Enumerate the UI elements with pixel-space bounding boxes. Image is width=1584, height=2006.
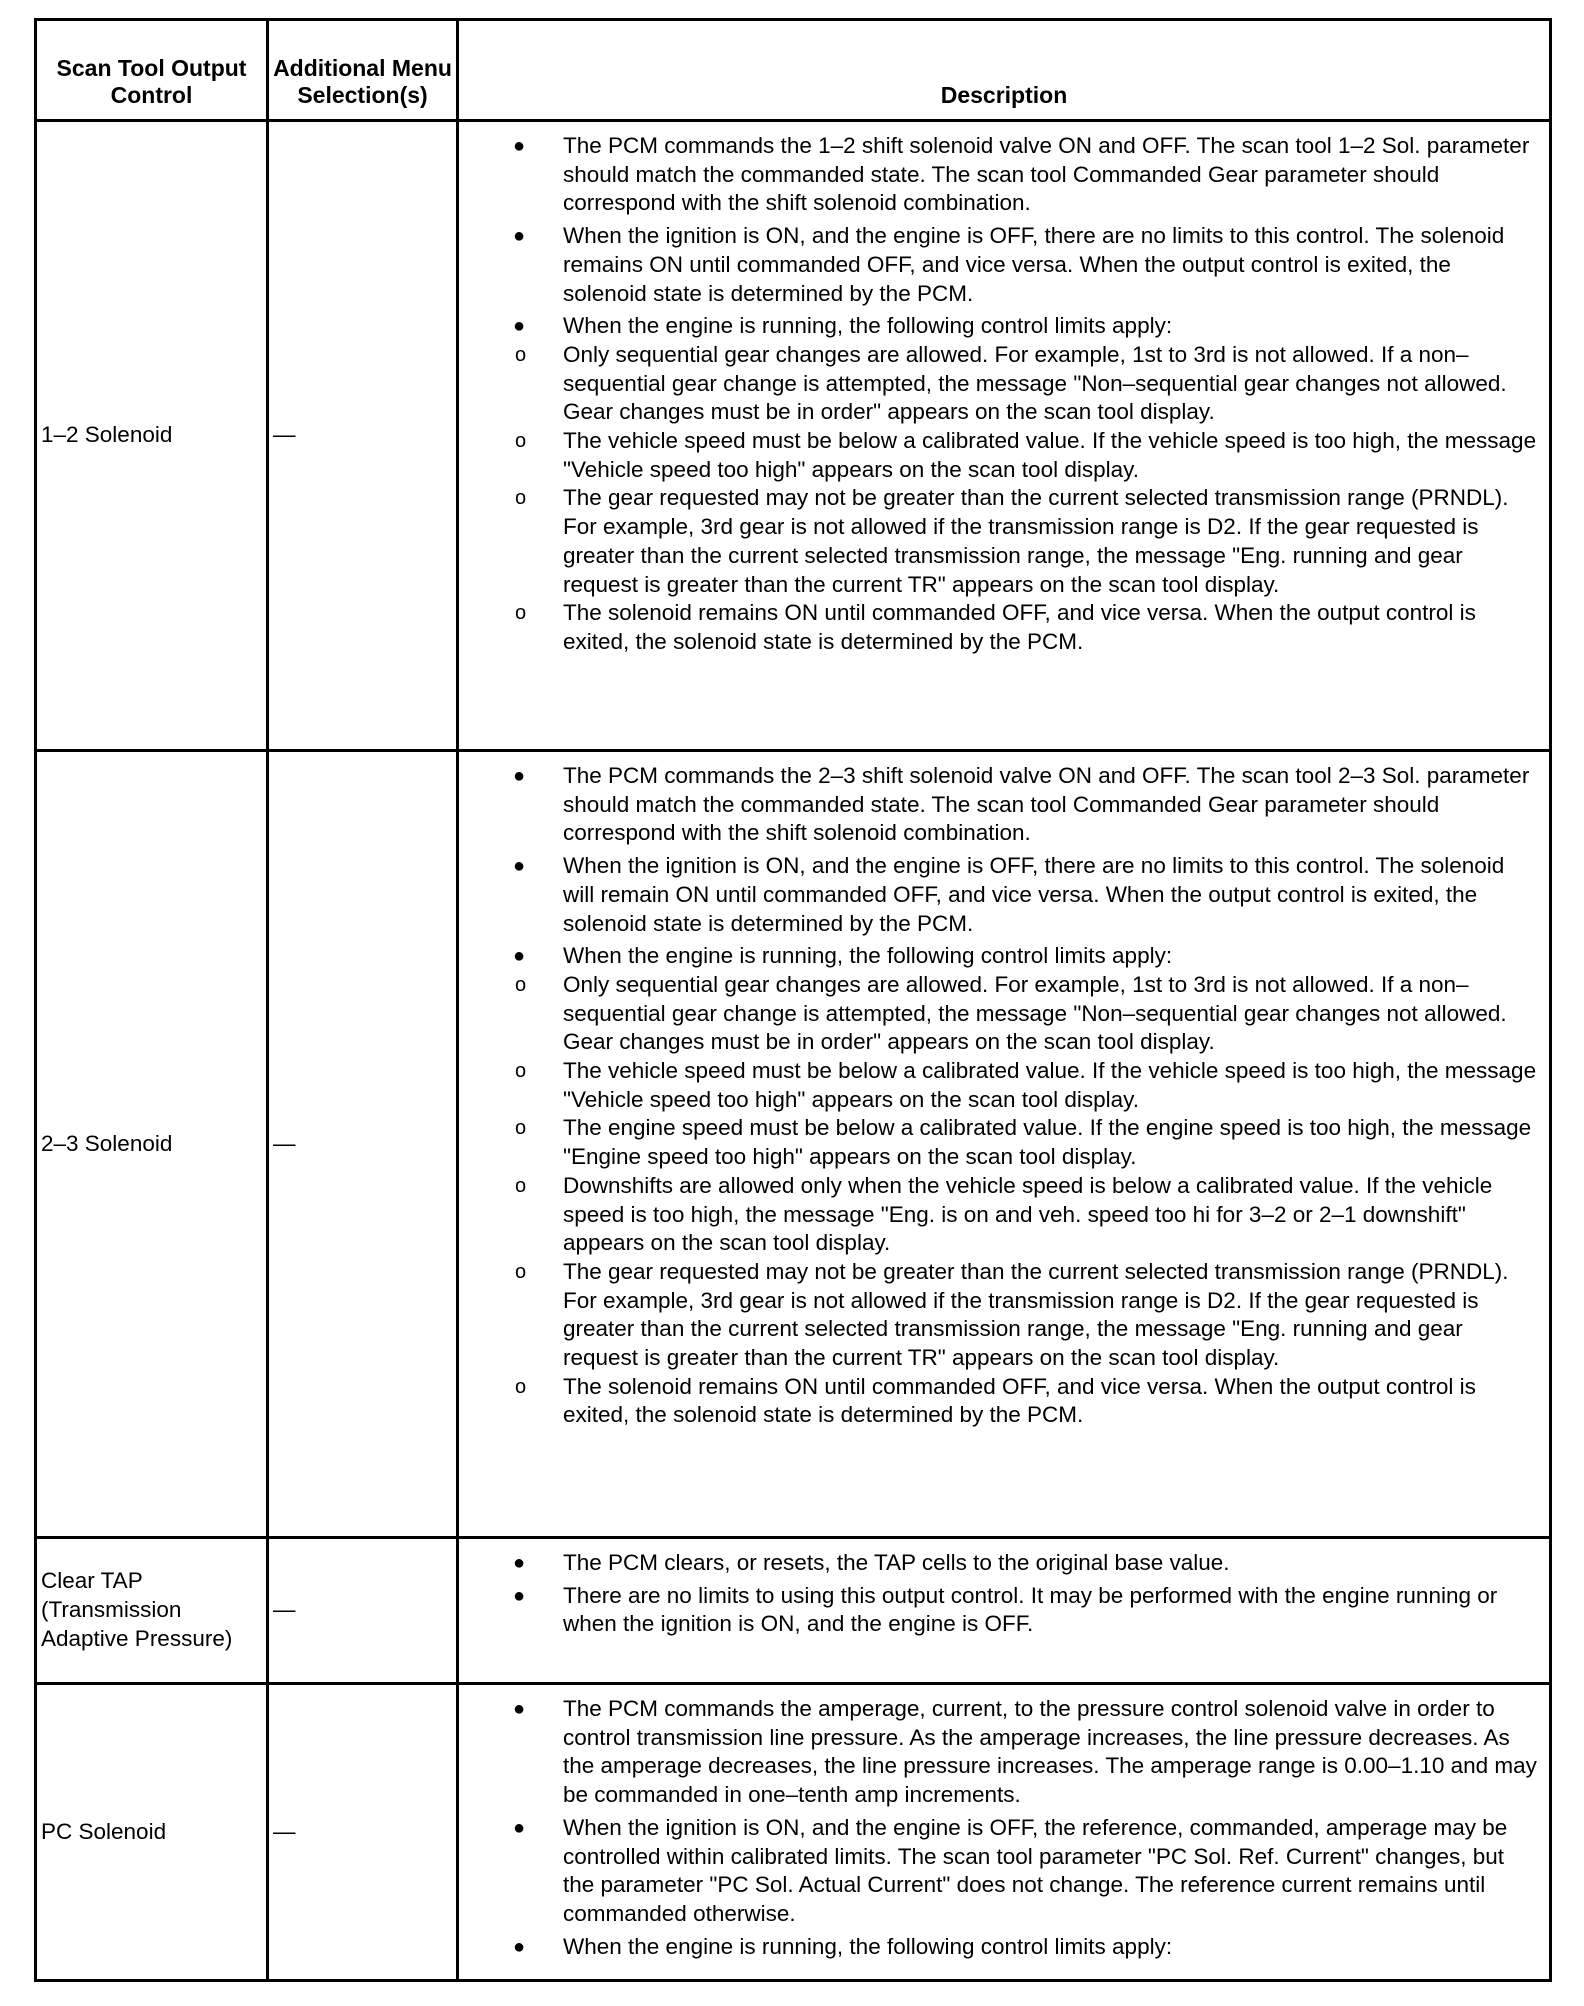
bullet-dot-icon: ●: [513, 1935, 526, 1958]
sub-bullet-text: The engine speed must be below a calibrated value. If the engine speed is too high, the message "Engine speed too high" appears on the scan tool display.: [563, 1115, 1532, 1170]
bullet-item: [459, 852, 1539, 938]
output-control-cell: Clear TAP (Transmission Adaptive Pressure): [36, 1538, 268, 1684]
bullet-list: [459, 132, 1539, 657]
sub-bullet-text: The vehicle speed must be below a calibrated value. If the vehicle speed is too high, the message "Vehicle speed too high" appears on the scan tool display.: [563, 1058, 1537, 1112]
sub-bullet-item: [463, 1172, 1539, 1258]
table-row: [36, 121, 1551, 751]
bullet-list: [459, 1695, 1539, 1961]
description-cell: [458, 1538, 1551, 1684]
sub-bullet-circle-icon: o: [515, 602, 527, 625]
bullet-item: [459, 762, 1539, 848]
menu-selection-cell: —: [268, 1538, 458, 1684]
bullet-dot-icon: ●: [513, 1552, 526, 1574]
bullet-dot-icon: ●: [513, 855, 526, 878]
sub-bullet-circle-icon: o: [515, 973, 527, 996]
bullet-item: [459, 1695, 1539, 1810]
sub-bullet-item: [463, 427, 1539, 484]
table-row: [36, 751, 1551, 1538]
bullet-item: [459, 1814, 1539, 1929]
menu-selection-cell: —: [268, 751, 458, 1538]
sub-bullet-item: [463, 341, 1539, 427]
output-control-cell: 2–3 Solenoid: [36, 751, 268, 1538]
bullet-text: When the ignition is ON, and the engine is OFF, there are no limits to this control. The solenoid will remain ON until commanded OFF, and vice versa. When the output control is exited, the solenoid state is determined by the PCM.: [563, 853, 1505, 936]
sub-bullet-item: [463, 1373, 1539, 1430]
description-cell: [458, 121, 1551, 751]
bullet-text: When the engine is running, the following control limits apply:: [563, 943, 1173, 969]
sub-bullet-text: The solenoid remains ON until commanded OFF, and vice versa. When the output control is exited, the solenoid state is determined by the PCM.: [563, 1373, 1476, 1428]
bullet-dot-icon: ●: [513, 1584, 526, 1607]
sub-bullet-text: Only sequential gear changes are allowed. For example, 1st to 3rd is not allowed. If a non–sequential gear change is attempted, the message "Non–sequential gear changes not allowed. Gear changes must be in order" appears on the scan tool display.: [563, 341, 1507, 425]
sub-bullet-circle-icon: o: [515, 1174, 527, 1197]
bullet-text: When the ignition is ON, and the engine is OFF, the reference, commanded, amperage may be controlled within calibrated limits. The scan tool parameter "PC Sol. Ref. Current" changes, but the parameter "PC Sol. Actual Current" does not change. The reference current remains until commanded otherwise.: [563, 1814, 1508, 1926]
document-page: [34, 18, 1549, 1982]
bullet-item: [459, 1582, 1539, 1639]
bullet-dot-icon: ●: [513, 945, 526, 968]
bullet-item: [459, 942, 1539, 1430]
table-row: [36, 1538, 1551, 1684]
sub-bullet-circle-icon: o: [515, 1375, 527, 1398]
bullet-item: [459, 222, 1539, 308]
bullet-dot-icon: ●: [513, 315, 526, 338]
bullet-text: When the ignition is ON, and the engine is OFF, there are no limits to this control. The solenoid remains ON until commanded OFF, and vice versa. When the output control is exited, the solenoid state is determined by the PCM.: [563, 223, 1505, 306]
sub-bullet-item: [463, 1114, 1539, 1171]
sub-bullet-item: [463, 1258, 1539, 1373]
output-control-cell: 1–2 Solenoid: [36, 121, 268, 751]
bullet-dot-icon: ●: [513, 1698, 526, 1720]
sub-bullet-circle-icon: o: [515, 430, 527, 453]
sub-bullet-circle-icon: o: [515, 1117, 527, 1140]
sub-bullet-list: [515, 971, 1539, 1430]
bullet-text: The PCM commands the amperage, current, to the pressure control solenoid valve in order to control transmission line pressure. As the amperage increases, the line pressure decreases. As the amperage decreases, the line pressure increases. The amperage range is 0.00–1.10 and may be commanded in one–tenth amp increments.: [563, 1696, 1537, 1808]
sub-bullet-text: The solenoid remains ON until commanded OFF, and vice versa. When the output control is exited, the solenoid state is determined by the PCM.: [563, 600, 1476, 654]
scan-tool-output-table: [34, 18, 1552, 1982]
sub-bullet-circle-icon: o: [515, 1060, 527, 1083]
sub-bullet-item: [463, 971, 1539, 1057]
sub-bullet-circle-icon: o: [515, 487, 527, 510]
sub-bullet-text: The vehicle speed must be below a calibrated value. If the vehicle speed is too high, the message "Vehicle speed too high" appears on the scan tool display.: [563, 428, 1537, 482]
bullet-text: The PCM clears, or resets, the TAP cells to the original base value.: [563, 1550, 1230, 1575]
bullet-dot-icon: ●: [513, 225, 526, 248]
bullet-text: The PCM commands the 2–3 shift solenoid valve ON and OFF. The scan tool 2–3 Sol. parameter should match the commanded state. The scan tool Commanded Gear parameter should correspond with the shift solenoid combination.: [563, 763, 1530, 846]
table-header-row: [36, 20, 1551, 121]
bullet-list: [459, 1549, 1539, 1639]
sub-bullet-list: [515, 341, 1539, 657]
bullet-item: [459, 132, 1539, 218]
table-row: [36, 1684, 1551, 1981]
menu-selection-cell: —: [268, 121, 458, 751]
header-output-control: Scan Tool Output Control: [36, 20, 268, 121]
sub-bullet-circle-icon: o: [515, 1260, 527, 1283]
bullet-list: [459, 762, 1539, 1430]
bullet-dot-icon: ●: [513, 135, 526, 157]
description-cell: [458, 751, 1551, 1538]
sub-bullet-item: [463, 599, 1539, 656]
sub-bullet-text: The gear requested may not be greater than the current selected transmission range (PRNDL). For example, 3rd gear is not allowed if the transmission range is D2. If the gear requested is greater than the current selected transmission range, the message "Eng. running and gear request is greater than the current TR" appears on the scan tool display.: [563, 485, 1509, 597]
output-control-cell: PC Solenoid: [36, 1684, 268, 1981]
bullet-item: [459, 312, 1539, 656]
sub-bullet-text: Downshifts are allowed only when the vehicle speed is below a calibrated value. If the vehicle speed is too high, the message "Eng. is on and veh. speed too hi for 3–2 or 2–1 downshift" appears on the scan tool display.: [563, 1172, 1493, 1256]
bullet-item: [459, 1549, 1539, 1578]
sub-bullet-circle-icon: o: [515, 343, 527, 366]
menu-selection-cell: —: [268, 1684, 458, 1981]
bullet-dot-icon: ●: [513, 765, 526, 787]
bullet-text: The PCM commands the 1–2 shift solenoid valve ON and OFF. The scan tool 1–2 Sol. parameter should match the commanded state. The scan tool Commanded Gear parameter should correspond with the shift solenoid combination.: [563, 133, 1530, 216]
header-menu-selections: Additional Menu Selection(s): [268, 20, 458, 121]
description-cell: [458, 1684, 1551, 1981]
header-description: Description: [458, 20, 1551, 121]
sub-bullet-item: [463, 484, 1539, 599]
sub-bullet-text: The gear requested may not be greater than the current selected transmission range (PRNDL). For example, 3rd gear is not allowed if the transmission range is D2. If the gear requested is greater than the current selected transmission range, the message "Eng. running and gear request is greater than the current TR" appears on the scan tool display.: [563, 1258, 1509, 1371]
bullet-item: [459, 1933, 1539, 1962]
bullet-text: When the engine is running, the following control limits apply:: [563, 1933, 1173, 1959]
bullet-dot-icon: ●: [513, 1816, 526, 1839]
sub-bullet-text: Only sequential gear changes are allowed. For example, 1st to 3rd is not allowed. If a non–sequential gear change is attempted, the message "Non–sequential gear changes not allowed. Gear changes must be in order" appears on the scan tool display.: [563, 971, 1507, 1055]
sub-bullet-item: [463, 1057, 1539, 1114]
bullet-text: When the engine is running, the following control limits apply:: [563, 313, 1173, 339]
bullet-text: There are no limits to using this output control. It may be performed with the engine running or when the ignition is ON, and the engine is OFF.: [563, 1582, 1498, 1637]
